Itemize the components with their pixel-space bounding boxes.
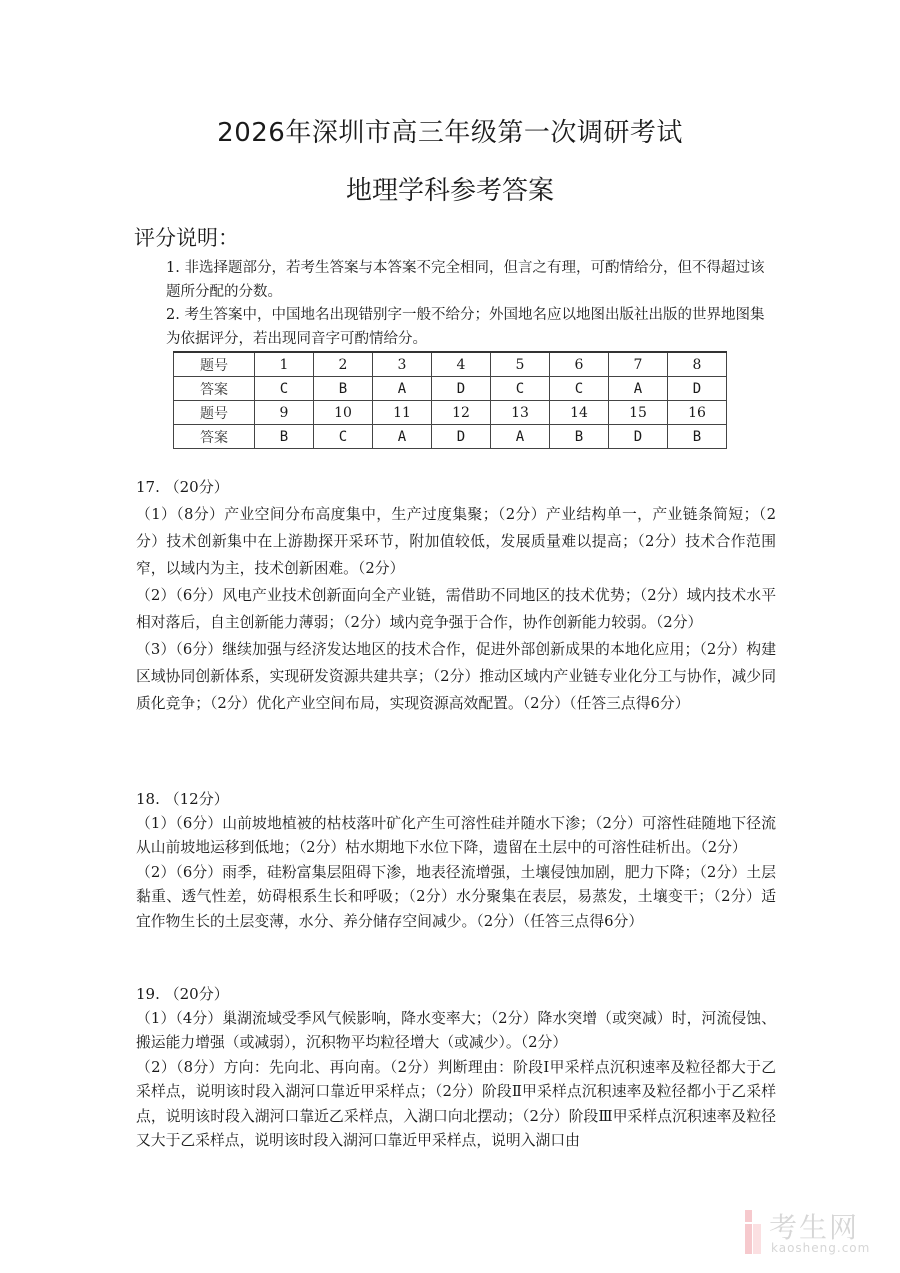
answer-cell: D bbox=[432, 425, 491, 449]
answer-part: （3）（6分）继续加强与经济发达地区的技术合作，促进外部创新成果的本地化应用；（2分）构建区域协同创新体系，实现研发资源共建共享；（2分）推动区域内产业链专业化分工与协作，减少同质化竞争；（2分）优化产业空间布局，实现资源高效配置。（2分）（任答三点得6分） bbox=[136, 641, 776, 712]
answer-cell: B bbox=[550, 425, 609, 449]
answer-cell: A bbox=[373, 377, 432, 401]
answer-cell: A bbox=[609, 377, 668, 401]
answer-cell: B bbox=[314, 377, 373, 401]
question-number: 6 bbox=[550, 352, 609, 377]
watermark-name: 考生网 bbox=[769, 1211, 860, 1244]
scoring-note-text: 1. 非选择题部分，若考生答案与本答案不完全相同，但言之有理，可酌情给分，但不得超过该题所分配的分数。 bbox=[166, 260, 765, 300]
question-number: 9 bbox=[255, 401, 314, 425]
question-number: 4 bbox=[432, 352, 491, 377]
question-number: 1 bbox=[255, 352, 314, 377]
question-heading: 19. （20分） bbox=[136, 985, 229, 1003]
answer-part: （1）（6分）山前坡地植被的枯枝落叶矿化产生可溶性硅并随水下渗；（2分）可溶性硅随地下径流从山前坡地运移到低地；（2分）枯水期地下水位下降，遗留在土层中的可溶性硅析出。（2分） bbox=[136, 814, 776, 856]
answer-cell: D bbox=[432, 377, 491, 401]
watermark-logo-icon bbox=[745, 1210, 761, 1254]
scoring-note-text: 2. 考生答案中，中国地名出现错别字一般不给分；外国地名应以地图出版社出版的世界地图集为依据评分，若出现同音字可酌情给分。 bbox=[166, 307, 765, 347]
question-number: 13 bbox=[491, 401, 550, 425]
question-19 bbox=[136, 982, 776, 1154]
scoring-note-2 bbox=[136, 303, 772, 351]
question-number: 3 bbox=[373, 352, 432, 377]
question-number: 14 bbox=[550, 401, 609, 425]
scoring-note-1 bbox=[136, 256, 772, 304]
question-number: 15 bbox=[609, 401, 668, 425]
question-heading: 17. （20分） bbox=[136, 478, 229, 496]
question-number: 8 bbox=[668, 352, 727, 377]
watermark bbox=[745, 1208, 895, 1258]
answer-cell: C bbox=[255, 377, 314, 401]
answer-cell: D bbox=[609, 425, 668, 449]
table-row-answers-2 bbox=[174, 425, 727, 449]
question-number: 2 bbox=[314, 352, 373, 377]
row-label: 题号 bbox=[174, 352, 255, 377]
question-heading: 18. （12分） bbox=[136, 790, 229, 808]
answer-cell: D bbox=[668, 377, 727, 401]
watermark-url: kaosheng.com bbox=[771, 1241, 871, 1255]
question-number: 7 bbox=[609, 352, 668, 377]
answer-part: （1）（4分）巢湖流域受季风气候影响，降水变率大；（2分）降水突增（或突减）时，河流侵蚀、搬运能力增强（或减弱），沉积物平均粒径增大（或减少）。（2分） bbox=[136, 1009, 776, 1051]
question-number: 12 bbox=[432, 401, 491, 425]
answer-part: （1）（8分）产业空间分布高度集中，生产过度集聚；（2分）产业结构单一，产业链条简短；（2分）技术创新集中在上游勘探开采环节，附加值较低，发展质量难以提高；（2分）技术合作范围窄，以域内为主，技术创新困难。（2分） bbox=[136, 506, 776, 577]
document-title: 2026年深圳市高三年级第一次调研考试 bbox=[217, 118, 683, 148]
answer-cell: B bbox=[668, 425, 727, 449]
table-row-numbers-2 bbox=[174, 401, 727, 425]
row-label: 答案 bbox=[174, 377, 255, 401]
answer-cell: B bbox=[255, 425, 314, 449]
row-label: 题号 bbox=[174, 401, 255, 425]
question-number: 10 bbox=[314, 401, 373, 425]
question-17 bbox=[136, 474, 776, 717]
row-label: 答案 bbox=[174, 425, 255, 449]
answer-cell: C bbox=[314, 425, 373, 449]
answer-table bbox=[173, 351, 727, 449]
question-number: 5 bbox=[491, 352, 550, 377]
table-row-numbers-1 bbox=[174, 352, 727, 377]
answer-part: （2）（8分）方向：先向北、再向南。（2分）判断理由：阶段Ⅰ甲采样点沉积速率及粒径都大于乙采样点，说明该时段入湖河口靠近甲采样点；（2分）阶段Ⅱ甲采样点沉积速率及粒径都小于乙采样点，说明该时段入湖河口靠近乙采样点，入湖口向北摆动；（2分）阶段Ⅲ甲采样点沉积速率及粒径又大于乙采样点，说明该时段入湖河口靠近甲采样点，说明入湖口由 bbox=[136, 1058, 776, 1149]
scoring-notes-heading: 评分说明： bbox=[134, 226, 239, 250]
answer-cell: A bbox=[373, 425, 432, 449]
answer-cell: A bbox=[491, 425, 550, 449]
table-row-answers-1 bbox=[174, 377, 727, 401]
document-subtitle: 地理学科参考答案 bbox=[345, 176, 554, 206]
answer-cell: C bbox=[550, 377, 609, 401]
question-number: 16 bbox=[668, 401, 727, 425]
answer-part: （2）（6分）风电产业技术创新面向全产业链，需借助不同地区的技术优势；（2分）域内技术水平相对落后，自主创新能力薄弱；（2分）域内竞争强于合作，协作创新能力较弱。（2分） bbox=[136, 587, 776, 631]
answer-part: （2）（6分）雨季，硅粉富集层阻碍下渗，地表径流增强，土壤侵蚀加剧，肥力下降；（2分）土层黏重、透气性差，妨碍根系生长和呼吸；（2分）水分聚集在表层，易蒸发，土壤变干；（2分）适宜作物生长的土层变薄，水分、养分储存空间减少。（2分）（任答三点得6分） bbox=[136, 863, 776, 930]
question-18 bbox=[136, 787, 776, 934]
question-number: 11 bbox=[373, 401, 432, 425]
answer-cell: C bbox=[491, 377, 550, 401]
